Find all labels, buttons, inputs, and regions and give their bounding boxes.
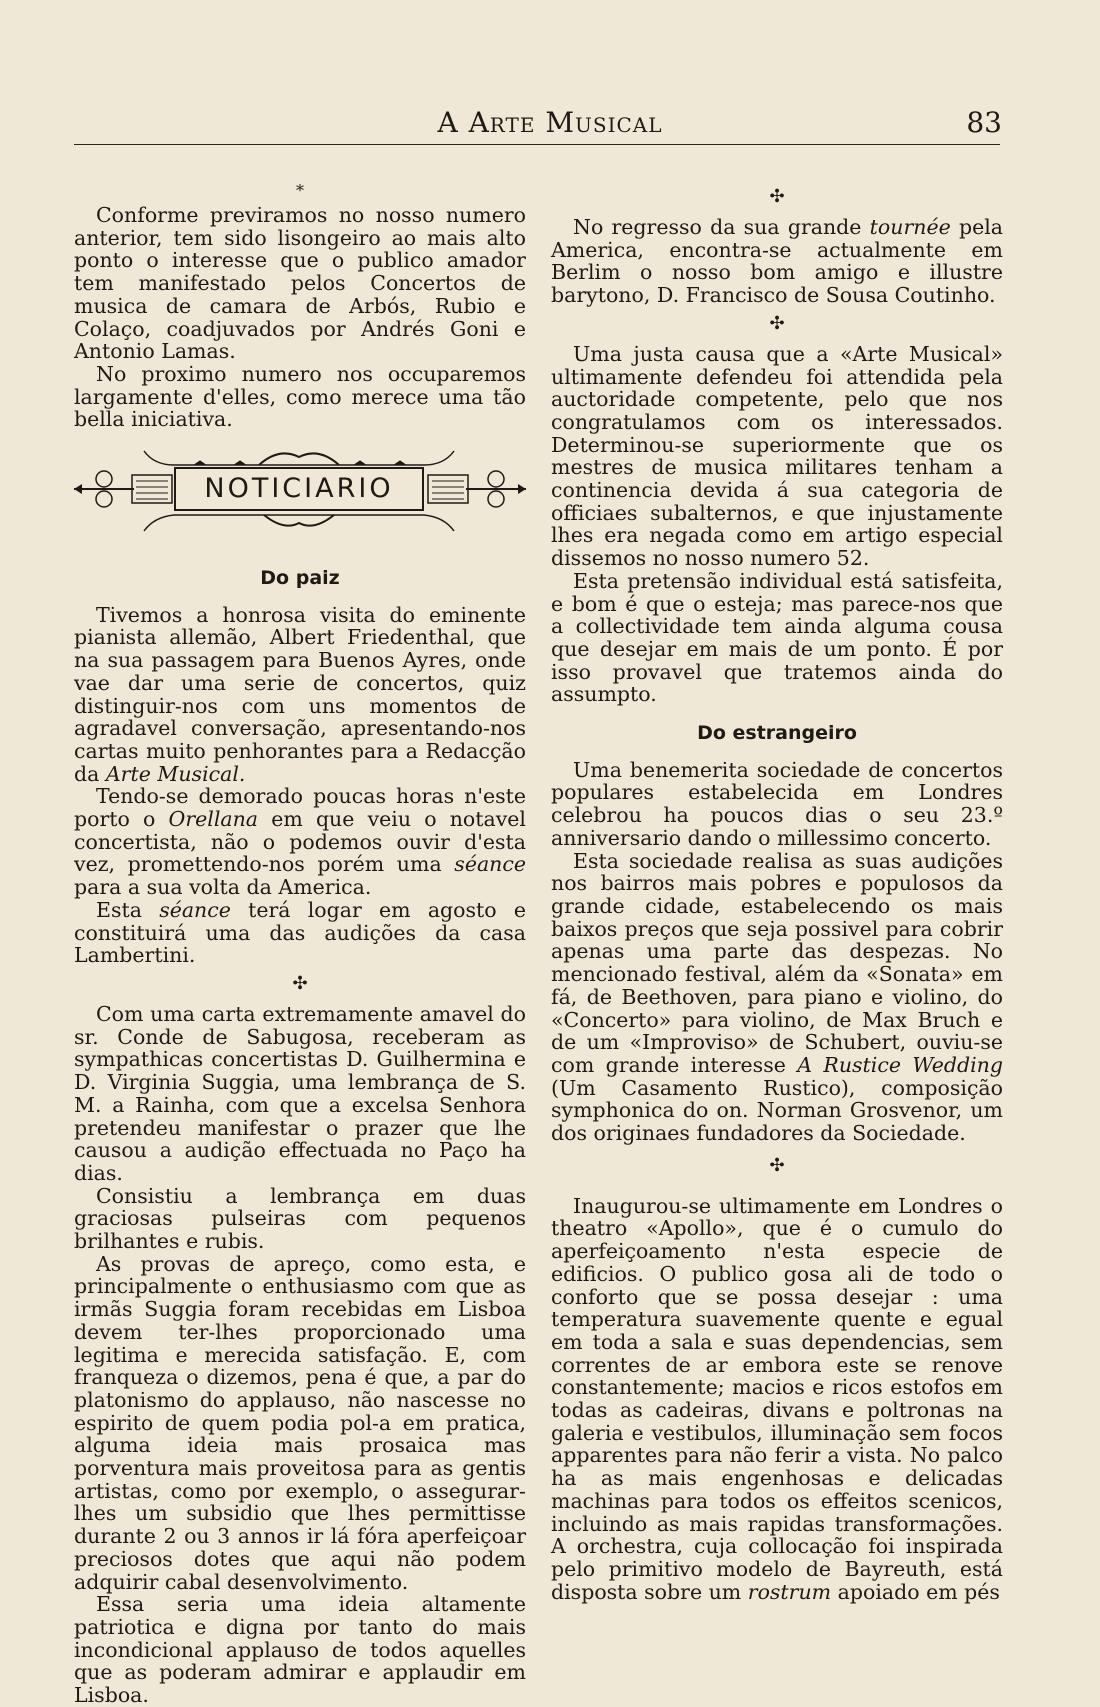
paragraph-patriotica: Essa seria uma ideia altamente patriotica e digna por tanto do mais incondicional applauso de todos aquelles que as poderam admirar e applaudir em Lisboa.	[74, 1592, 526, 1707]
left-column	[74, 180, 526, 1707]
asterisk-divider: *	[296, 181, 304, 200]
ornament-divider-icon: ✣	[769, 312, 785, 334]
paragraph-friedenthal: Tivemos a honrosa visita do eminente pianista allemão, Albert Friedenthal, que na sua passagem para Buenos Ayres, onde vae dar uma serie de concertos, quiz distinguir-nos com uns momentos de agradavel conversação, apresentando-nos cartas muito penhorantes para a Redacção da Arte Musical.	[74, 602, 526, 786]
subhead-do-paiz: Do paiz	[260, 567, 340, 590]
section-banner-title: NOTICIARIO	[174, 467, 424, 511]
paragraph-sociedade-londres: Uma benemerita sociedade de concertos populares estabelecida em Londres celebrou ha poucos dias o seu 23.º anniversario dando o millessimo concerto.	[551, 757, 1003, 850]
paragraph-provas: As provas de apreço, como esta, e principalmente o enthusiasmo com que as irmãs Suggia foram recebidas em Lisboa devem ter-lhes proporcionado uma legitima e merecida satisfação. E, com franqueza o dizemos, pena é que, a par do platonismo do applauso, não nascesse no espirito de quem podia pol-a em pratica, alguma ideia mais prosaica mas porventura mais proveitosa para as gentis artistas, como por exemplo, o assegurar-lhes um subsidio que lhes permittisse durante 2 ou 3 annos ir lá fóra aperfeiçoar preciosos dotes que aqui não podem adquirir cabal desenvolvimento.	[74, 1251, 526, 1594]
paragraph-pulseiras: Consistiu a lembrança em duas graciosas pulseiras com pequenos brilhantes e rubis.	[74, 1183, 526, 1254]
ornament-divider-icon: ✣	[769, 186, 785, 207]
subhead-do-estrangeiro: Do estrangeiro	[697, 722, 857, 745]
header-rule	[74, 144, 1000, 145]
paragraph-audicoes: Esta sociedade realisa as suas audições nos bairros mais pobres e populosos da grande cidade, estabelecendo os mais baixos preços que seja possivel para cobrir apenas uma parte das despezas. No mencionado festival, além da «Sonata» em fá, de Beethoven, para piano e violino, do «Concerto» para violino, de Max Bruch e de um «Improviso» de Schubert, ouviu-se com grande interesse A Rustice Wedding (Um Casamento Rustico), composição symphonica do on. Norman Grosvenor, um dos originaes fundadores da Sociedade.	[551, 848, 1003, 1146]
noticiario-banner	[74, 443, 526, 561]
paragraph-apollo: Inaugurou-se ultimamente em Londres o theatro «Apollo», que é o cumulo do aperfeiçoamento n'esta especie de edificios. O publico gosa ali de todo o conforto que se possa desejar : uma temperatura suavemente quente e egual em toda a sala e suas dependencias, sem correntes de ar embora este se renove constantemente; macios e ricos estofos em todas as cadeiras, divans e poltronas na galeria e vestibulos, illuminação sem focos apparentes para não ferir a vista. No palco ha as mais engenhosas e delicadas machinas para todos os effeitos scenicos, incluindo as mais rapidas transformações. A orchestra, cuja collocação foi inspirada pelo primitivo modelo de Bayreuth, está disposta sobre um rostrum apoiado em pés	[551, 1193, 1003, 1604]
ornament-divider-icon: ✣	[769, 1154, 785, 1176]
paragraph-justa-causa: Uma justa causa que a «Arte Musical» ultimamente defendeu foi attendida pela auctoridade competente, pelo que nos congratulamos com os interessados. Determinou-se superiormente que os mestres de musica militares tenham a continencia devida á sua categoria de officiaes subalternos, e que injustamente lhes era negada como em artigo especial dissemos no nosso numero 52.	[551, 341, 1003, 571]
paragraph-concertos: Conforme previramos no nosso numero anterior, tem sido lisongeiro ao mais alto ponto o interesse que o publico amador tem manifestado pelos Concertos de musica de camara de Arbós, Rubio e Colaço, coadjuvados por Andrés Goni e Antonio Lamas.	[74, 203, 526, 364]
paragraph-tournee: No regresso da sua grande tournée pela America, encontra-se actualmente em Berlim o nosso bom amigo e illustre barytono, D. Francisco de Sousa Coutinho.	[551, 215, 1003, 308]
running-header-title: A Arte Musical	[437, 106, 663, 139]
paragraph-sabugosa: Com uma carta extremamente amavel do sr. Conde de Sabugosa, receberam as sympathicas concertistas D. Guilhermina e D. Virginia Suggia, uma lembrança de S. M. a Rainha, com que a excelsa Senhora pretendeu manifestar o prazer que lhe causou a audição effectuada no Paço ha dias.	[74, 1001, 526, 1185]
right-column	[551, 180, 1003, 1603]
paragraph-seance: Esta séance terá logar em agosto e constituirá uma das audições da casa Lambertini.	[74, 897, 526, 968]
ornament-divider-icon: ✣	[292, 972, 308, 994]
page-number: 83	[966, 106, 1002, 139]
paragraph-orellana: Tendo-se demorado poucas horas n'este porto o Orellana em que veiu o notavel concertista, não o podemos ouvir d'esta vez, promettendo-nos porém uma séance para a sua volta da America.	[74, 784, 526, 900]
paragraph-proximo-numero: No proximo numero nos occuparemos largamente d'elles, como merece uma tão bella iniciativa.	[74, 361, 526, 432]
paragraph-pretensao: Esta pretensão individual está satisfeita, e bom é que o esteja; mas parece-nos que a collectividade tem ainda alguma cousa que desejar em mais de um ponto. É por isso provavel que tratemos ainda do assumpto.	[551, 568, 1003, 707]
